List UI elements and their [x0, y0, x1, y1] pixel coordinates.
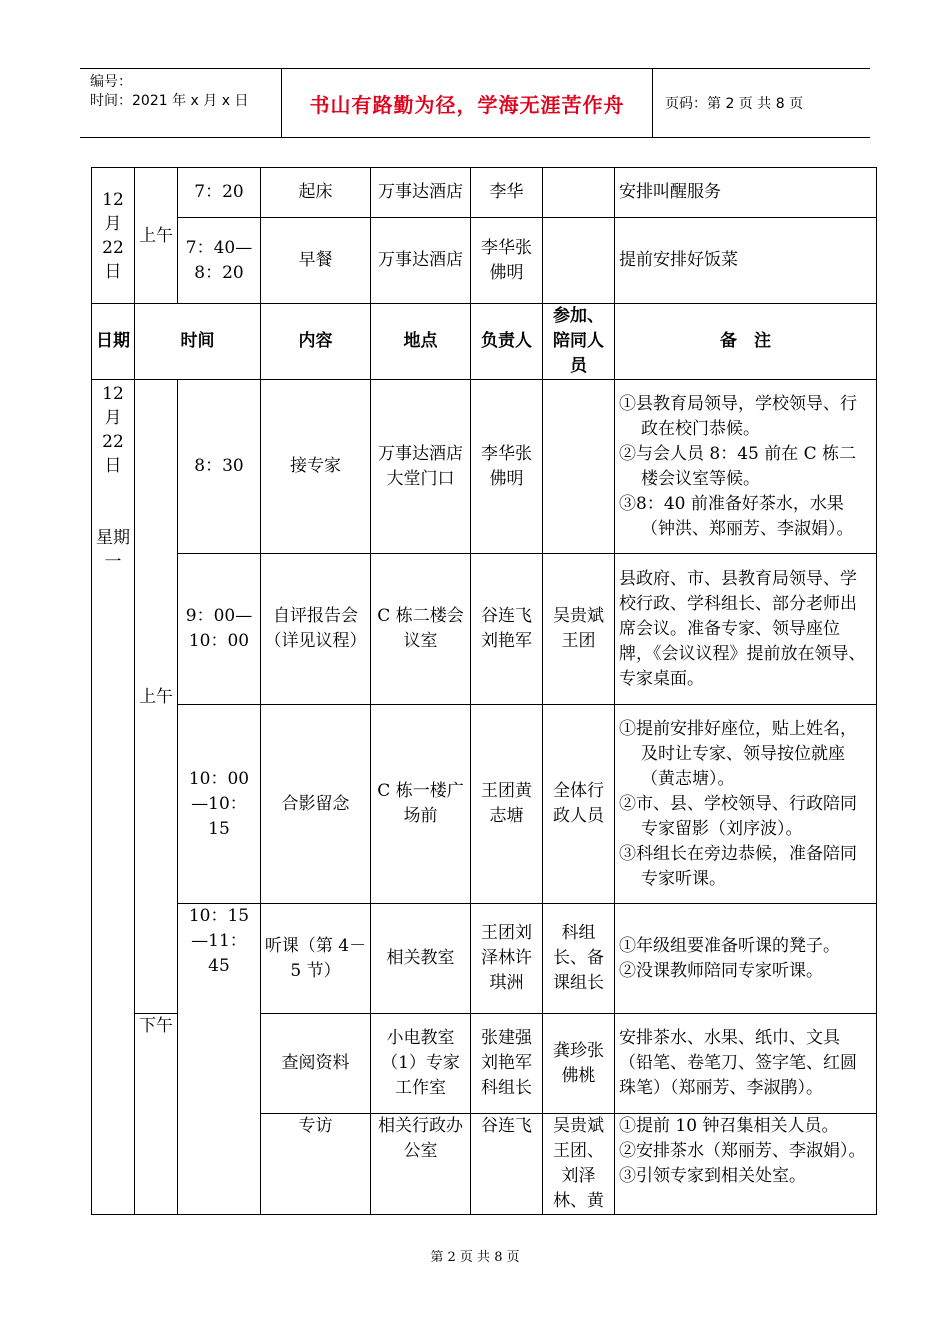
companions-cell: 龚珍张佛桃 [543, 1014, 615, 1114]
note-item: ②没课教师陪同专家听课。 [619, 960, 823, 981]
owner-cell: 李华 [471, 168, 543, 218]
companions-cell: 科组长、备课组长 [543, 904, 615, 1014]
table-row [92, 218, 877, 304]
header-motto: 书山有路勤为径，学海无涯苦作舟 [282, 69, 653, 137]
place-cell: 小电教室（1）专家工作室 [371, 1014, 471, 1114]
table-row [92, 904, 877, 1014]
date-cell: 12月22日 [92, 168, 135, 304]
owner-cell: 谷连飞 [471, 1114, 543, 1215]
note-item: ①年级组要准备听课的凳子。 [619, 935, 840, 956]
place-cell: 相关教室 [371, 904, 471, 1014]
companions-cell: 全体行政人员 [543, 705, 615, 904]
owner-cell: 李华张佛明 [471, 218, 543, 304]
companions-cell [543, 168, 615, 218]
note-cell [615, 705, 877, 904]
content-cell: 自评报告会（详见议程） [261, 554, 371, 705]
place-cell: C 栋二楼会议室 [371, 554, 471, 705]
note-item: ②市、县、学校领导、行政陪同专家留影（刘序波）。 [619, 793, 857, 839]
companions-cell [543, 218, 615, 304]
companions-cell [543, 380, 615, 554]
owner-cell: 王团黄志塘 [471, 705, 543, 904]
document-time: 时间：2021 年 x 月 x 日 [90, 93, 249, 109]
note-item: ①县教育局领导，学校领导、行政在校门恭候。 [619, 393, 857, 439]
date-text: 12月22日 [102, 384, 124, 476]
header-note: 备 注 [615, 304, 877, 380]
content-cell: 查阅资料 [261, 1014, 371, 1114]
date-weekday-cell [92, 380, 135, 1215]
page-footer: 第 2 页 共 8 页 [430, 1250, 520, 1265]
place-cell: 万事达酒店 [371, 218, 471, 304]
time-cell: 10：00—10：15 [178, 705, 261, 904]
note-item: 县政府、市、县教育局领导、学校行政、学科组长、部分老师出席会议。准备专家、领导座位牌，《会议议程》提前放在领导、专家桌面。 [619, 568, 866, 689]
place-cell: 万事达酒店大堂门口 [371, 380, 471, 554]
header-time: 时间 [135, 304, 261, 380]
note-item: ②安排茶水（郑丽芳、李淑娟）。 [619, 1141, 866, 1161]
note-item: ①提前 10 钟召集相关人员。 [619, 1116, 839, 1136]
content-cell: 听课（第 4－5 节） [261, 904, 371, 1014]
table-row [92, 168, 877, 218]
owner-cell: 李华张佛明 [471, 380, 543, 554]
content-cell: 起床 [261, 168, 371, 218]
header-page-number: 页码：第 2 页 共 8 页 [665, 96, 804, 112]
note-cell [615, 1014, 877, 1114]
note-item: ③科组长在旁边恭候，准备陪同专家听课。 [619, 843, 857, 889]
place-cell: 万事达酒店 [371, 168, 471, 218]
time-cell: 9：00—10：00 [178, 554, 261, 705]
owner-cell: 谷连飞刘艳军 [471, 554, 543, 705]
table-row [92, 705, 877, 904]
header-owner: 负责人 [471, 304, 543, 380]
note-item: ③引领专家到相关处室。 [619, 1166, 806, 1186]
note-cell: 提前安排好饭菜 [615, 218, 877, 304]
time-cell: 8：30 [178, 380, 261, 554]
header-companions: 参加、陪同人员 [543, 304, 615, 380]
time-cell: 7：20 [178, 168, 261, 218]
note-cell [615, 554, 877, 705]
period-afternoon-cell: 下午 [135, 1014, 178, 1215]
document-number: 编号： [90, 74, 132, 90]
header-meta [80, 69, 282, 137]
place-cell: C 栋一楼广场前 [371, 705, 471, 904]
table-row [92, 554, 877, 705]
owner-cell: 张建强刘艳军科组长 [471, 1014, 543, 1114]
header-content: 内容 [261, 304, 371, 380]
content-cell: 合影留念 [261, 705, 371, 904]
note-cell [615, 380, 877, 554]
content-cell: 接专家 [261, 380, 371, 554]
note-cell: 安排叫醒服务 [615, 168, 877, 218]
companions-cell: 吴贵斌王团、刘泽林、黄 [543, 1114, 615, 1215]
companions-cell: 吴贵斌王团 [543, 554, 615, 705]
header-place: 地点 [371, 304, 471, 380]
owner-cell: 王团刘泽林许琪洲 [471, 904, 543, 1014]
header-date: 日期 [92, 304, 135, 380]
note-item: ②与会人员 8：45 前在 C 栋二楼会议室等候。 [619, 443, 857, 489]
period-morning-cell: 上午 [135, 380, 178, 1014]
note-item: 安排茶水、水果、纸巾、文具（铅笔、卷笔刀、签字笔、红圆珠笔）（郑丽芳、李淑鹃）。 [619, 1028, 857, 1098]
note-cell [615, 904, 877, 1014]
note-cell [615, 1114, 877, 1215]
note-item: ③8：40 前准备好茶水，水果（钟洪、郑丽芳、李淑娟）。 [619, 493, 854, 539]
place-cell: 相关行政办公室 [371, 1114, 471, 1215]
table-header-row [92, 304, 877, 380]
table-row [92, 380, 877, 554]
note-item: ①提前安排好座位，贴上姓名，及时让专家、领导按位就座（黄志塘）。 [619, 718, 857, 789]
page-header [80, 68, 870, 138]
content-cell: 专访 [261, 1114, 371, 1215]
content-cell: 早餐 [261, 218, 371, 304]
time-cell: 7：40—8：20 [178, 218, 261, 304]
weekday-text: 星期一 [96, 528, 130, 572]
period-cell: 上午 [135, 168, 178, 304]
time-cell: 10：15—11：45 [178, 904, 261, 1215]
schedule-table [91, 167, 877, 1215]
